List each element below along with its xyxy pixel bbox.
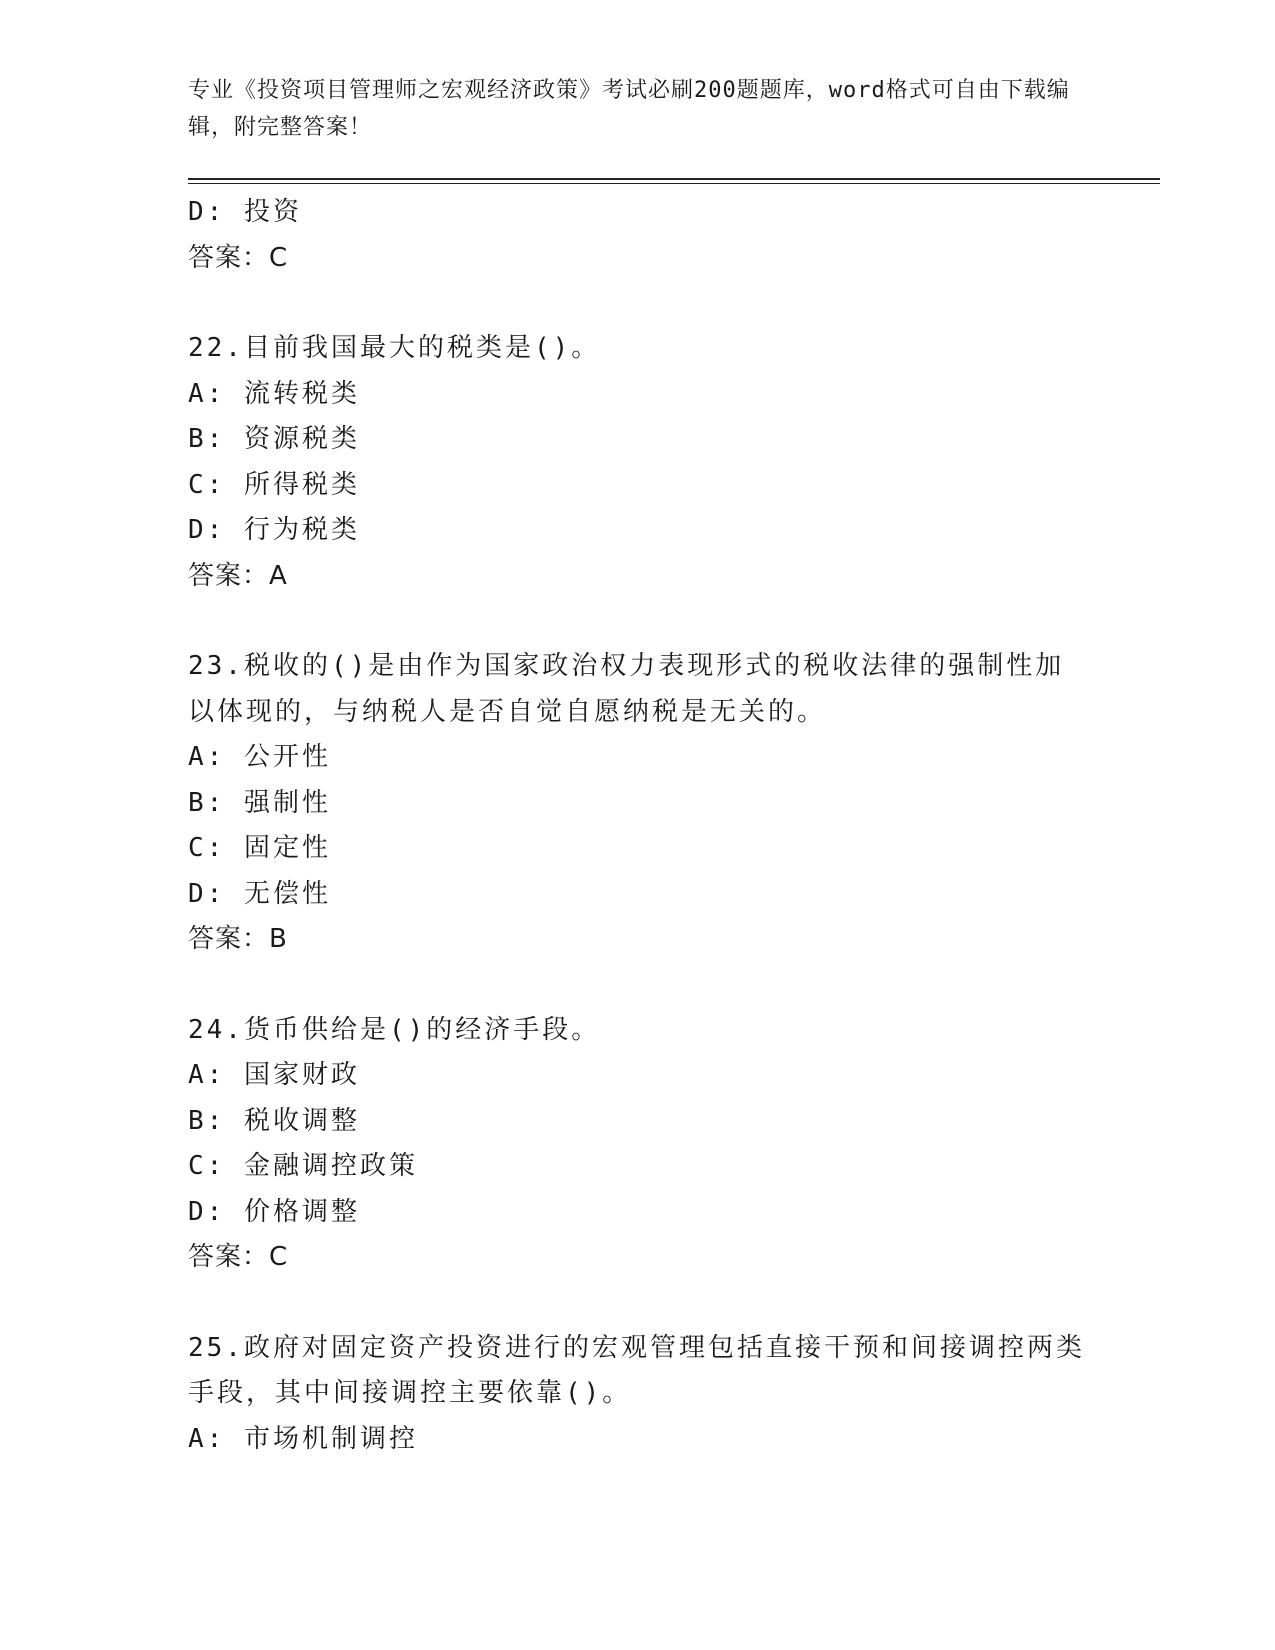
- answer: 答案：C: [188, 1242, 289, 1272]
- answer: 答案：B: [188, 924, 288, 954]
- spacer: [188, 1281, 1088, 1326]
- question-stem: 22.目前我国最大的税类是()。: [188, 333, 601, 363]
- question-stem: 23.税收的()是由作为国家政治权力表现形式的税收法律的强制性加以体现的，与纳税人是否自觉自愿纳税是无关的。: [188, 651, 1065, 727]
- question-22: [188, 326, 1088, 599]
- question-24: [188, 1008, 1088, 1281]
- header-rule-thick: [188, 178, 1160, 180]
- spacer: [188, 281, 1088, 326]
- option-c: C: 金融调控政策: [188, 1151, 418, 1181]
- option-a: A: 流转税类: [188, 378, 360, 409]
- option-a: A: 国家财政: [188, 1060, 360, 1090]
- option-d: D: 无偿性: [188, 878, 331, 909]
- option-b: B: 强制性: [188, 787, 331, 818]
- question-content: [188, 190, 1088, 1462]
- option-b: B: 税收调整: [188, 1105, 360, 1136]
- question-stem: 24.货币供给是()的经济手段。: [188, 1014, 601, 1045]
- question-25: [188, 1326, 1088, 1463]
- option-c: C: 所得税类: [188, 469, 360, 500]
- option-b: B: 资源税类: [188, 424, 360, 454]
- question-stem: 25.政府对固定资产投资进行的宏观管理包括直接干预和间接调控两类手段，其中间接调控主要依靠()。: [188, 1332, 1085, 1408]
- header-rule-thin: [188, 183, 1160, 184]
- option-a: A: 公开性: [188, 742, 331, 772]
- spacer: [188, 599, 1088, 644]
- question-23: [188, 644, 1088, 963]
- answer: 答案：C: [188, 242, 289, 273]
- document-header: 专业《投资项目管理师之宏观经济政策》考试必刷200题题库，word格式可自由下载编辑，附完整答案！: [188, 78, 1070, 140]
- spacer: [188, 963, 1088, 1008]
- option-d: D: 行为税类: [188, 515, 360, 545]
- option-c: C: 固定性: [188, 833, 331, 863]
- option-a: A: 市场机制调控: [188, 1423, 418, 1454]
- answer: 答案：A: [188, 560, 288, 591]
- option-d: D: 投资: [188, 197, 302, 227]
- option-d: D: 价格调整: [188, 1196, 360, 1227]
